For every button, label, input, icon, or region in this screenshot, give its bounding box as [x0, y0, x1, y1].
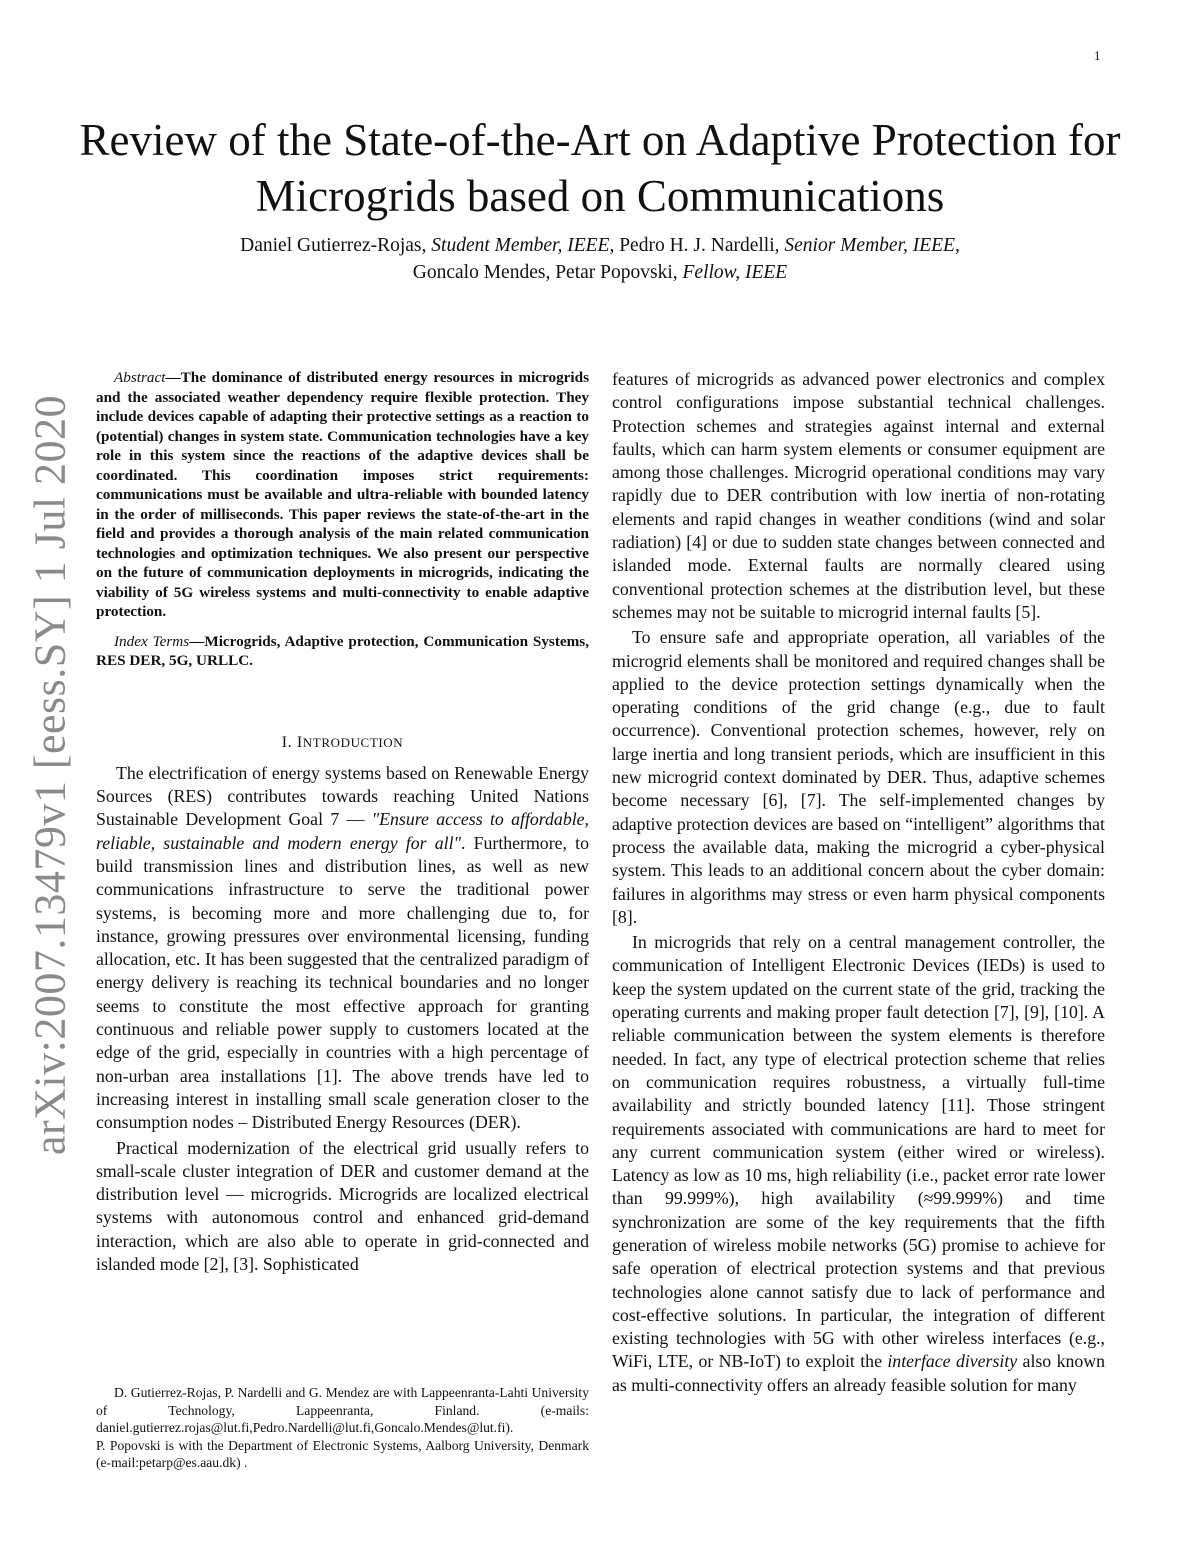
author-2-end: , [954, 235, 960, 256]
right-p3-text-b: also known as multi-connectivity offers an already feasible solution for many [612, 1351, 1105, 1395]
author-1-role: Student Member, IEEE [431, 235, 610, 256]
author-1: Daniel Gutierrez-Rojas, [240, 235, 432, 256]
intro-paragraph-2: Practical modernization of the electrical grid usually refers to small-scale cluster integration of DER and customer demand at the distribution level — microgrids. Microgrids are localized electrical systems with autonomous control and enhanced grid-demand interaction, which are also able to operate in grid-connected and islanded mode [2], [3]. Sophisticated [96, 1137, 589, 1275]
left-column [96, 368, 589, 1276]
paper-title: Review of the State-of-the-Art on Adaptive Protection for Microgrids based on Communications [79, 115, 1121, 221]
author-3: Goncalo Mendes, Petar Popovski, [412, 262, 683, 283]
section-title-initial: I [296, 733, 303, 751]
index-terms-label: Index Terms [114, 632, 190, 650]
right-paragraph-1: features of microgrids as advanced power electronics and complex control configurations impose substantial technical challenges. Protection schemes and strategies against internal and external faults, which can harm system elements or consumer equipment are among those challenges. Microgrid operational conditions may vary rapidly due to DER contribution with low inertia of non-rotating elements and rapid changes in weather conditions (wind and solar radiation) [4] or due to sudden state changes between connected and islanded mode. External faults are normally cleared using conventional protection schemes at the distribution level, but these schemes may not be suitable to microgrid internal faults [5]. [612, 369, 1105, 622]
section-heading-introduction [96, 731, 589, 754]
footnote-affiliation-2: P. Popovski is with the Department of Electronic Systems, Aalborg University, Denmark (e-mail:petarp@es.aau.dk) . [96, 1437, 589, 1471]
index-terms [96, 632, 589, 671]
section-title-rest: NTRODUCTION [302, 734, 404, 750]
footnote-affiliation-1: D. Gutierrez-Rojas, P. Nardelli and G. Mendez are with Lappeenranta-Lahti University of Technology, Lappeenranta, Finland. (e-mails: daniel.gutierrez.rojas@lut.fi,Pedro.Nardelli@lut.fi,Goncalo.Mendes@lut.fi). [96, 1385, 589, 1436]
author-affiliation-footnote [96, 1384, 589, 1472]
arxiv-identifier[interactable]: arXiv:2007.13479v1 [eess.SY] 1 Jul 2020 [25, 394, 75, 1156]
author-3-role: Fellow, IEEE [682, 262, 788, 283]
intro-p1-text-a: The electrification of energy systems based on Renewable Energy Sources (RES) contributes towards reaching United Nations Sustainable Development Goal 7 — [96, 762, 589, 830]
abstract [96, 368, 589, 622]
interface-diversity-term: interface diversity [887, 1351, 1018, 1372]
author-2-role: Senior Member, IEEE [784, 235, 955, 256]
right-column [612, 368, 1105, 1397]
index-terms-text: —Microgrids, Adaptive protection, Communication Systems, RES DER, 5G, URLLC. [96, 632, 589, 669]
right-paragraph-2: To ensure safe and appropriate operation, all variables of the microgrid elements shall be monitored and required changes shall be applied to the device protection settings dynamically when the operating conditions of the grid change (e.g., due to fault occurrence). Conventional protection schemes, however, rely on large inertia and long transient periods, which are insufficient in this new microgrid context dominated by DER. Thus, adaptive schemes become necessary [6], [7]. The self-implemented changes by adaptive protection devices are based on “intelligent” algorithms that process the available data, making the microgrid a cyber-physical system. This leads to an additional concern about the cyber domain: failures in algorithms may stress or even harm physical components [8]. [612, 627, 1105, 927]
author-2: , Pedro H. J. Nardelli, [609, 235, 785, 256]
abstract-text: —The dominance of distributed energy resources in microgrids and the associated weather dependency require flexible protection. They include devices capable of adapting their protective settings as a reaction to (potential) changes in system state. Communication technologies have a key role in this system since the reactions of the adaptive devices shall be coordinated. This coordination imposes strict requirements: communications must be available and ultra-reliable with bounded latency in the order of milliseconds. This paper reviews the state-of-the-art in the field and provides a thorough analysis of the main related communication technologies and optimization techniques. We also present our perspective on the future of communication deployments in microgrids, indicating the viability of 5G wireless systems and multi-connectivity to enable adaptive protection. [96, 369, 589, 620]
author-list [60, 232, 1140, 286]
page-number: 1 [1094, 48, 1101, 63]
right-p3-text-a: In microgrids that rely on a central management controller, the communication of Intelligent Electronic Devices (IEDs) is used to keep the system updated on the current state of the grid, tracking the operating currents and making proper fault detection [7], [9], [10]. A reliable communication between the system elements is therefore needed. In fact, any type of electrical protection scheme that relies on communication requires robustness, a virtually full-time availability and strictly bounded latency [11]. Those stringent requirements associated with communications are hard to meet for any current communication system (either wired or wireless). Latency as low as 10 ms, high reliability (i.e., packet error rate lower than 99.999%), high availability (≈99.999%) and time synchronization are some of the key requirements that the fifth generation of wireless mobile networks (5G) promise to achieve for safe operation of electrical protection systems and that previous technologies alone cannot satisfy due to lack of performance and cost-effective solutions. In particular, the integration of different existing technologies with 5G with other wireless interfaces (e.g., WiFi, LTE, or NB-IoT) to exploit the [612, 932, 1105, 1372]
intro-paragraph-1 [96, 762, 589, 1135]
right-paragraph-3 [612, 931, 1105, 1397]
section-numeral: I. [281, 733, 297, 751]
intro-p1-text-b: . Furthermore, to build transmission lines and distribution lines, as well as new communications infrastructure to serve the traditional power systems, is becoming more and more challenging due to, for instance, growing pressures over environmental licensing, funding allocation, etc. It has been suggested that the centralized paradigm of energy delivery is reaching its technical boundaries and no longer seems to constitute the most effective approach for granting continuous and reliable power supply to customers located at the edge of the grid, especially in countries with a high percentage of non-urban area installations [1]. The above trends have led to increasing interest in installing small scale generation closer to the consumption nodes – Distributed Energy Resources (DER). [96, 832, 589, 1133]
abstract-label: Abstract [114, 369, 166, 386]
sdg7-quote: "Ensure access to affordable, reliable, sustainable and modern energy for all" [96, 809, 589, 853]
